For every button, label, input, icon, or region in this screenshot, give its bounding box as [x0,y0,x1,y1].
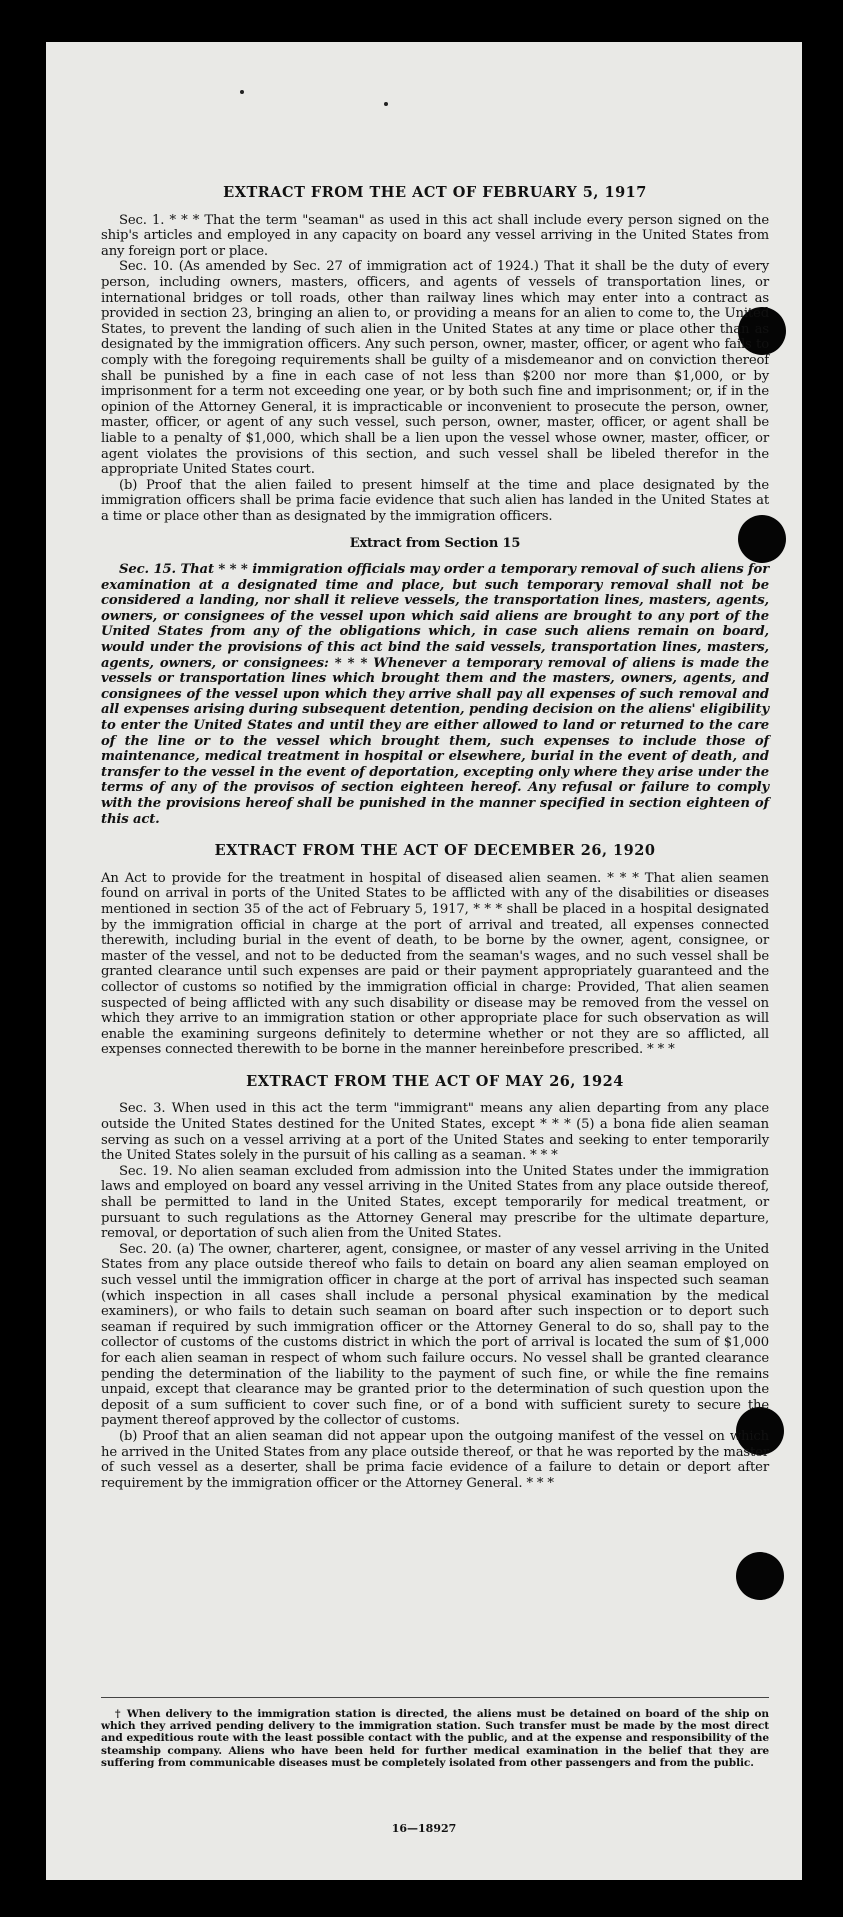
form-number: 16—18927 [391,1822,457,1835]
section-heading-may-1924: EXTRACT FROM THE ACT OF MAY 26, 1924 [246,1072,624,1090]
section-heading-dec-1920: EXTRACT FROM THE ACT OF DECEMBER 26, 1920 [214,842,656,860]
footnote-text: † When delivery to the immigration station is directed, the aliens must be detained on board of the ship on which they arrived pending delivery to the immigration station. Such transfer must be made by the most direct and expeditious route with the least possible contact with the public, and at the expense and responsibility of the steamship company. Aliens who have been held for further medical examination in the belief that they are suffering from communicable diseases must be completely isolated from other passengers and from the public. [101,1708,769,1769]
paragraph-sec-20-b: (b) Proof that an alien seaman did not appear upon the outgoing manifest of the vessel on which he arrived in the United States from any place outside thereof, or that he was reported by the master of such vessel as a deserter, shall be prima facie evidence of a failure to detain or deport after requirement by the immigration officer or the Attorney General. * * * [101,1428,769,1491]
paragraph-act-1920: An Act to provide for the treatment in hospital of diseased alien seamen. * * * That alien seamen found on arrival in ports of the United States to be afflicted with any of the disabilities or diseases mentioned in section 35 of the act of February 5, 1917, * * * shall be placed in a hospital designated by the immigration official in charge at the port of arrival and treated, all expenses connected therewith, including burial in the event of death, to be borne by the owner, agent, consignee, or master of the vessel, and not to be deducted from the seaman's wages, and no such vessel shall be granted clearance until such expenses are paid or their payment appropriately guaranteed and the collector of customs so notified by the immigration official in charge: Provided, That alien seamen suspected of being afflicted with any such disability or disease may be removed from the vessel on which they arrive to an immigration station or other appropriate place for such observation as will enable the examining surgeons definitely to determine whether or not they are so afflicted, all expenses connected therewith to be borne in the manner hereinbefore prescribed. * * * [101,870,769,1058]
paragraph-sec-20-a: Sec. 20. (a) The owner, charterer, agent, consignee, or master of any vessel arriving in the United States from any place outside thereof who fails to detain on board any alien seaman employed on such vessel until the immigration officer in charge at the port of arrival has inspected such seaman (which inspection in all cases shall include a personal physical examination by the medical examiners), or who fails to detain such seaman on board after such inspection or to deport such seaman if required by such immigration officer or the Attorney General to do so, shall pay to the collector of customs of the customs district in which the port of arrival is located the sum of $1,000 for each alien seaman in respect of whom such failure occurs. No vessel shall be granted clearance pending the determination of the liability to the payment of such fine, or while the fine remains unpaid, except that clearance may be granted prior to the determination of such question upon the deposit of a sum sufficient to cover such fine, or of a bond with sufficient surety to secure the payment thereof approved by the collector of customs. [101,1241,769,1429]
section-heading-section-15: Extract from Section 15 [349,536,521,552]
punch-hole-lower-2 [736,1552,784,1600]
paragraph-sec-19: Sec. 19. No alien seaman excluded from admission into the United States under the immigration laws and employed on board any vessel arriving in the United States from any place outside thereof, shall be permitted to land in the United States, except temporarily for medical treatment, or pursuant to such regulations as the Attorney General may prescribe for the ultimate departure, removal, or deportation of such alien from the United States. [101,1163,769,1242]
paragraph-sec-15: Sec. 15. That * * * immigration officials may order a temporary removal of such aliens for examination at a designated time and place, but such temporary removal shall not be considered a landing, nor shall it relieve vessels, the transportation lines, masters, agents, owners, or consignees of the vessel upon which said aliens are brought to any port of the United States from any of the obligations which, in case such aliens remain on board, would under the provisions of this act bind the said vessels, transportation lines, masters, agents, owners, or consignees: * * * Whenever a temporary removal of aliens is made the vessels or transportation lines which brought them and the masters, owners, agents, and consignees of the vessel upon which they arrive shall pay all expenses of such removal and all expenses arising during subsequent detention, pending decision on the aliens' eligibility to enter the United States and until they are either allowed to land or returned to the care of the line or to the vessel which brought them, such expenses to include those of maintenance, medical treatment in hospital or elsewhere, burial in the event of death, and transfer to the vessel in the event of deportation, excepting only where they arise under the terms of any of the provisos of section eighteen hereof. Any refusal or failure to comply with the provisions hereof shall be punished in the manner specified in section eighteen of this act. [101,562,769,827]
paragraph-sec-10: Sec. 10. (As amended by Sec. 27 of immigration act of 1924.) That it shall be the duty of every person, including owners, masters, officers, and agents of vessels of transportation lines, or international bridges or toll roads, other than railway lines which may enter into a contract as provided in section 23, bringing an alien to, or providing a means for an alien to come to, the United States, to prevent the landing of such alien in the United States at any time or place other than as designated by the immigration officers. Any such person, owner, master, officer, or agent who fails to comply with the foregoing requirements shall be guilty of a misdemeanor and on conviction thereof shall be punished by a fine in each case of not less than $200 nor more than $1,000, or by imprisonment for a term not exceeding one year, or by both such fine and imprisonment; or, if in the opinion of the Attorney General, it is impracticable or inconvenient to prosecute the person, owner, master, officer, or agent of any such vessel, such person, owner, master, officer, or agent shall be liable to a penalty of $1,000, which shall be a lien upon the vessel whose owner, master, officer, or agent violates the provisions of this section, and such vessel shall be libeled therefor in the appropriate United States court. [101,259,769,478]
speck-mark [240,90,244,94]
paragraph-sec-3: Sec. 3. When used in this act the term "immigrant" means any alien departing from any place outside the United States destined for the United States, except * * * (5) a bona fide alien seaman serving as such on a vessel arriving at a port of the United States and seeking to enter temporarily the United States solely in the pursuit of his calling as a seaman. * * * [101,1101,769,1164]
document-page [46,42,802,1880]
section-heading-feb-1917: EXTRACT FROM THE ACT OF FEBRUARY 5, 1917 [223,184,647,201]
footnote [101,1697,769,1769]
document-body [101,185,769,1491]
speck-mark [384,102,388,106]
paragraph-sec-10-b: (b) Proof that the alien failed to present himself at the time and place designated by the immigration officers shall be prima facie evidence that such alien has landed in the United States at a time or place other than as designated by the immigration officers. [101,477,769,524]
paragraph-sec-1: Sec. 1. * * * That the term "seaman" as used in this act shall include every person signed on the ship's articles and employed in any capacity on board any vessel arriving in the United States from any foreign port or place. [101,212,769,259]
